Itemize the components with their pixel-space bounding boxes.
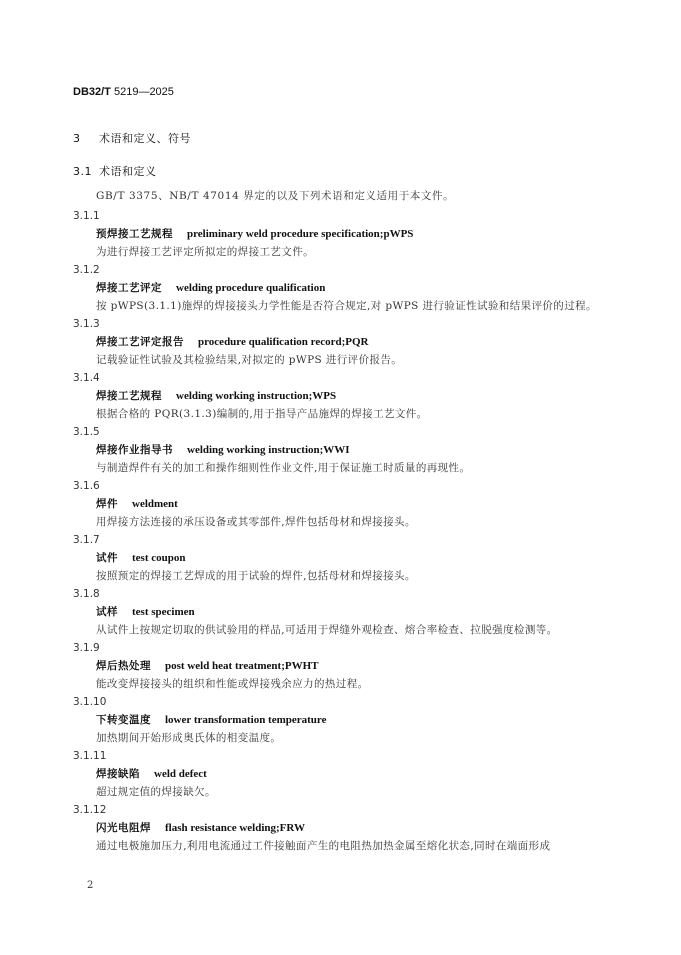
term-entry xyxy=(73,639,613,693)
page-number: 2 xyxy=(87,880,94,891)
standard-number: 5219—2025 xyxy=(113,86,174,98)
term-definition: 根据合格的 PQR(3.1.3)编制的,用于指导产品施焊的焊接工艺文件。 xyxy=(96,408,428,420)
term-name xyxy=(96,765,613,783)
term-number: 3.1.2 xyxy=(73,264,100,276)
term-definition: 通过电极施加压力,利用电流通过工件接触面产生的电阻热加热金属至熔化状态,同时在端面形成 xyxy=(96,840,551,852)
term-english: procedure qualification record;PQR xyxy=(198,336,369,348)
section-number: 3 xyxy=(73,132,81,145)
term-chinese: 焊后热处理 xyxy=(96,660,151,672)
term-english: welding working instruction;WWI xyxy=(187,444,350,456)
term-definition: 与制造焊件有关的加工和操作细则性作业文件,用于保证施工时质量的再现性。 xyxy=(96,462,471,474)
term-definition: 记载验证性试验及其检验结果,对拟定的 pWPS 进行评价报告。 xyxy=(96,354,403,366)
term-definition: 从试件上按规定切取的供试验用的样品,可适用于焊缝外观检查、熔合率检查、拉脱强度检测等。 xyxy=(96,624,558,636)
term-entry xyxy=(73,693,613,747)
term-english: welding procedure qualification xyxy=(176,282,326,294)
term-number: 3.1.11 xyxy=(73,750,107,762)
term-definition: 加热期间开始形成奥氏体的相变温度。 xyxy=(96,732,282,744)
term-chinese: 焊接工艺评定报告 xyxy=(96,336,184,348)
term-name xyxy=(96,711,613,729)
section-number: 3.1 xyxy=(73,165,92,178)
term-name xyxy=(96,333,613,351)
term-entry xyxy=(73,585,613,639)
term-chinese: 焊接工艺评定 xyxy=(96,282,162,294)
term-chinese: 试样 xyxy=(96,606,118,618)
term-chinese: 焊接缺陷 xyxy=(96,768,140,780)
term-name xyxy=(96,387,613,405)
term-name xyxy=(96,819,613,837)
term-entry xyxy=(73,747,613,801)
term-english: weld defect xyxy=(154,768,207,780)
term-chinese: 预焊接工艺规程 xyxy=(96,228,173,240)
term-number: 3.1.6 xyxy=(73,480,100,492)
term-definition: 为进行焊接工艺评定所拟定的焊接工艺文件。 xyxy=(96,246,314,258)
term-english: test specimen xyxy=(132,606,195,618)
term-definition: 按 pWPS(3.1.1)施焊的焊接接头力学性能是否符合规定,对 pWPS 进行验证性试验和结果评价的过程。 xyxy=(96,300,597,312)
term-number: 3.1.9 xyxy=(73,642,100,654)
term-definition: 按照预定的焊接工艺焊成的用于试验的焊件,包括母材和焊接接头。 xyxy=(96,570,416,582)
term-chinese: 闪光电阻焊 xyxy=(96,822,151,834)
term-definition: 超过规定值的焊接缺欠。 xyxy=(96,786,216,798)
term-name xyxy=(96,225,613,243)
term-number: 3.1.8 xyxy=(73,588,100,600)
term-entry xyxy=(73,261,613,315)
term-name xyxy=(96,549,613,567)
term-english: flash resistance welding;FRW xyxy=(165,822,305,834)
term-name xyxy=(96,441,613,459)
term-entry xyxy=(73,423,613,477)
term-number: 3.1.4 xyxy=(73,372,100,384)
term-entry xyxy=(73,207,613,261)
section-title: 术语和定义、符号 xyxy=(99,132,191,145)
term-number: 3.1.5 xyxy=(73,426,100,438)
term-number: 3.1.12 xyxy=(73,804,107,816)
term-chinese: 下转变温度 xyxy=(96,714,151,726)
intro-paragraph: GB/T 3375、NB/T 47014 界定的以及下列术语和定义适用于本文件。 xyxy=(96,190,455,202)
term-entry xyxy=(73,315,613,369)
term-chinese: 焊件 xyxy=(96,498,118,510)
standard-code: DB32/T xyxy=(73,86,111,98)
section-3-heading xyxy=(73,130,191,146)
term-name xyxy=(96,603,613,621)
term-chinese: 焊接工艺规程 xyxy=(96,390,162,402)
term-chinese: 试件 xyxy=(96,552,118,564)
term-number: 3.1.3 xyxy=(73,318,100,330)
term-entry xyxy=(73,801,613,855)
term-number: 3.1.1 xyxy=(73,210,100,222)
term-entry xyxy=(73,477,613,531)
section-title: 术语和定义 xyxy=(99,165,157,178)
term-definition: 能改变焊接接头的组织和性能或焊接残余应力的热过程。 xyxy=(96,678,369,690)
term-english: post weld heat treatment;PWHT xyxy=(165,660,319,672)
term-number: 3.1.7 xyxy=(73,534,100,546)
term-english: weldment xyxy=(132,498,178,510)
standard-header xyxy=(73,86,174,98)
term-number: 3.1.10 xyxy=(73,696,107,708)
term-english: welding working instruction;WPS xyxy=(176,390,337,402)
term-name xyxy=(96,495,613,513)
term-english: preliminary weld procedure specification;pWPS xyxy=(187,228,414,240)
term-english: test coupon xyxy=(132,552,186,564)
term-definition: 用焊接方法连接的承压设备或其零部件,焊件包括母材和焊接接头。 xyxy=(96,516,416,528)
term-entry xyxy=(73,369,613,423)
term-entry xyxy=(73,531,613,585)
section-3-1-heading xyxy=(73,163,157,179)
term-english: lower transformation temperature xyxy=(165,714,327,726)
term-name xyxy=(96,657,613,675)
term-name xyxy=(96,279,613,297)
terms-list xyxy=(73,207,613,855)
term-chinese: 焊接作业指导书 xyxy=(96,444,173,456)
